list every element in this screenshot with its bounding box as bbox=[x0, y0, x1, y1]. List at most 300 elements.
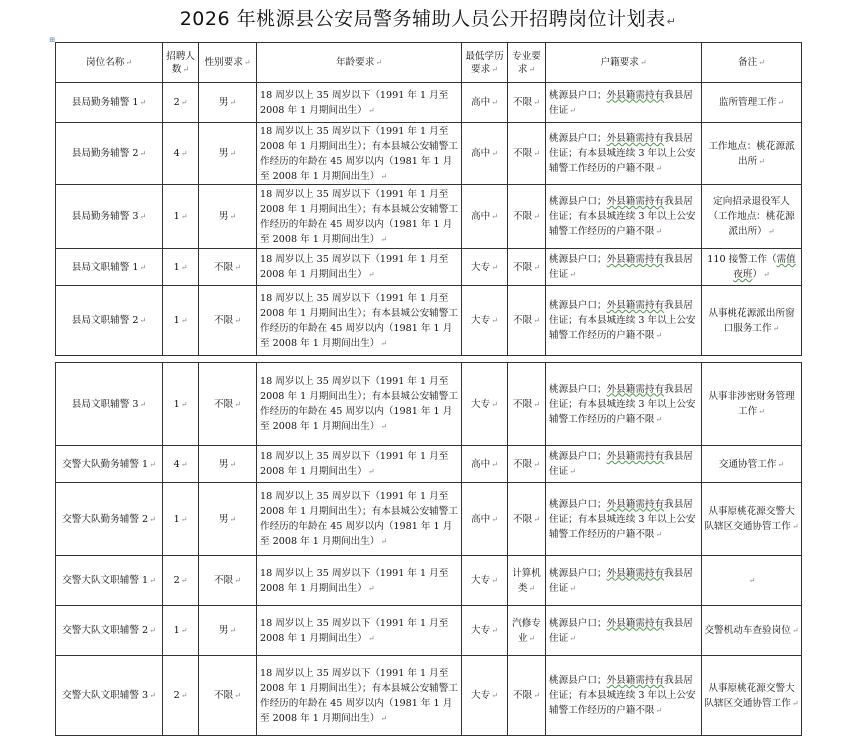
note-cell bbox=[702, 556, 802, 606]
education-cell bbox=[462, 123, 508, 185]
paragraph-mark-icon: ↵ bbox=[491, 64, 498, 74]
paragraph-mark-icon: ↵ bbox=[149, 459, 156, 469]
major-requirement: 计算机类 bbox=[512, 567, 541, 594]
paragraph-mark-icon: ↵ bbox=[491, 626, 498, 635]
gender-requirement: 不限 bbox=[214, 398, 234, 410]
education-requirement: 大专 bbox=[471, 315, 491, 326]
age-requirement: 18 周岁以上 35 周岁以下（1991 年 1 月至 2008 年 1 月期间出生）；有本县城公安辅警工作经历的年龄在 45 周岁以内（1981 年 1 月至 2008 年 1 月期间出生） bbox=[260, 491, 458, 547]
recruit-count: 2 bbox=[173, 97, 180, 108]
age-cell bbox=[257, 286, 462, 356]
note-text-end: ） bbox=[752, 269, 763, 280]
paragraph-mark-icon: ↵ bbox=[125, 58, 133, 67]
hukou-requirement-rest: 我县居住证；有本县城连续 3 年以上公安辅警工作经历的户籍不限 bbox=[549, 300, 696, 341]
paragraph-mark-icon: ↵ bbox=[533, 262, 540, 272]
paragraph-mark-icon: ↵ bbox=[772, 323, 780, 333]
paragraph-mark-icon: ↵ bbox=[491, 514, 498, 524]
paragraph-mark-icon: ↵ bbox=[639, 58, 647, 67]
age-requirement: 18 周岁以上 35 周岁以下（1991 年 1 月至 2008 年 1 月期间出生） bbox=[260, 567, 449, 594]
paragraph-mark-icon: ↵ bbox=[758, 407, 765, 416]
note-cell bbox=[702, 123, 802, 185]
table-row bbox=[56, 286, 802, 356]
age-requirement: 18 周岁以上 35 周岁以下（1991 年 1 月至 2008 年 1 月期间出生） bbox=[260, 617, 449, 644]
note-underlined: 需值夜班 bbox=[733, 254, 796, 280]
paragraph-mark-icon: ↵ bbox=[655, 706, 663, 715]
paragraph-mark-icon: ↵ bbox=[569, 105, 576, 115]
age-cell bbox=[257, 249, 462, 286]
hukou-requirement-rest: 我县居住证；有本县城连续 3 年以上公安辅警工作经历的户籍不限 bbox=[549, 675, 696, 716]
hukou-requirement-rest: 我县居住证 bbox=[549, 451, 693, 477]
note-text: 工作地点：桃花源派出所 bbox=[708, 140, 795, 167]
gender-cell bbox=[199, 83, 257, 123]
age-requirement: 18 周岁以上 35 周岁以下（1991 年 1 月至 2008 年 1 月期间出生）；有本县城公安辅警工作经历的年龄在 45 周岁以内（1981 年 1 月至 2008 年 1 月期间出生） bbox=[260, 376, 458, 432]
major-requirement: 不限 bbox=[513, 97, 533, 108]
education-requirement: 高中 bbox=[471, 148, 491, 159]
paragraph-mark-icon: ↵ bbox=[367, 270, 375, 279]
paragraph-mark-icon: ↵ bbox=[180, 514, 188, 524]
hukou-requirement-rest: 我县居住证 bbox=[549, 617, 693, 644]
paragraph-mark-icon: ↵ bbox=[655, 227, 663, 236]
paragraph-mark-icon: ↵ bbox=[180, 149, 188, 158]
gender-requirement: 不限 bbox=[214, 261, 234, 273]
education-cell bbox=[462, 286, 508, 356]
paragraph-mark-icon: ↵ bbox=[777, 98, 785, 107]
paragraph-mark-icon: ↵ bbox=[491, 459, 498, 469]
column-header-label: 性别要求 bbox=[204, 57, 243, 68]
paragraph-mark-icon: ↵ bbox=[533, 212, 540, 221]
hukou-requirement-rest: 我县居住证 bbox=[549, 89, 693, 116]
position-name: 交警大队勤务辅警 1 bbox=[62, 458, 149, 470]
hukou-requirement: 桃源县户口； bbox=[549, 133, 607, 144]
paragraph-mark-icon: ↵ bbox=[528, 64, 536, 74]
gender-cell bbox=[199, 656, 257, 736]
column-header bbox=[702, 43, 802, 83]
education-cell bbox=[462, 446, 508, 483]
position-name-cell bbox=[56, 83, 163, 123]
paragraph-mark-icon: ↵ bbox=[180, 576, 188, 585]
education-requirement: 大专 bbox=[471, 690, 491, 701]
column-header bbox=[508, 43, 546, 83]
hukou-requirement: 桃源县户口； bbox=[549, 89, 607, 101]
education-requirement: 高中 bbox=[471, 458, 491, 470]
position-name: 县局勤务辅警 2 bbox=[71, 148, 139, 159]
paragraph-mark-icon: ↵ bbox=[180, 98, 188, 107]
note-text: 交通协管工作 bbox=[718, 458, 777, 470]
paragraph-mark-icon: ↵ bbox=[149, 691, 156, 700]
note-cell bbox=[702, 606, 802, 656]
education-requirement: 大专 bbox=[471, 575, 491, 586]
paragraph-mark-icon: ↵ bbox=[380, 338, 388, 348]
note-cell bbox=[702, 446, 802, 483]
education-cell bbox=[462, 606, 508, 656]
education-requirement: 大专 bbox=[471, 261, 491, 273]
hukou-underlined: 外县籍需持有 bbox=[606, 567, 665, 579]
paragraph-mark-icon: ↵ bbox=[380, 537, 388, 546]
education-cell bbox=[462, 185, 508, 249]
note-cell bbox=[702, 185, 802, 249]
note-text: 从事桃花源派出所窗口服务工作 bbox=[708, 307, 795, 334]
recruit-count: 1 bbox=[173, 315, 180, 326]
count-cell bbox=[163, 556, 199, 606]
recruit-count: 4 bbox=[173, 148, 180, 159]
gender-cell bbox=[199, 123, 257, 185]
count-cell bbox=[163, 656, 199, 736]
education-cell bbox=[462, 556, 508, 606]
gender-requirement: 不限 bbox=[214, 575, 234, 586]
note-text: 从事非涉密财务管理工作 bbox=[708, 391, 795, 417]
table-row bbox=[56, 483, 802, 556]
paragraph-mark-icon: ↵ bbox=[491, 262, 498, 272]
gender-requirement: 男 bbox=[218, 625, 229, 636]
recruit-count: 1 bbox=[173, 398, 180, 410]
hukou-requirement: 桃源县户口； bbox=[549, 196, 607, 207]
gender-requirement: 男 bbox=[218, 148, 229, 159]
paragraph-mark-icon: ↵ bbox=[139, 316, 147, 325]
count-cell bbox=[163, 83, 199, 123]
major-cell bbox=[508, 446, 546, 483]
hukou-underlined: 外县籍需持有 bbox=[606, 196, 665, 207]
paragraph-mark-icon: ↵ bbox=[528, 583, 536, 593]
column-header-label: 专业要求 bbox=[512, 50, 541, 75]
hukou-underlined: 外县籍需持有 bbox=[606, 498, 665, 510]
hukou-requirement-rest: 我县居住证；有本县城连续 3 年以上公安辅警工作经历的户籍不限 bbox=[549, 383, 696, 425]
column-header-label: 岗位名称 bbox=[85, 57, 125, 68]
paragraph-mark-icon: ↵ bbox=[180, 316, 188, 325]
hukou-cell bbox=[546, 556, 702, 606]
major-cell bbox=[508, 656, 546, 736]
hukou-underlined: 外县籍需持有 bbox=[606, 89, 665, 101]
major-cell bbox=[508, 556, 546, 606]
age-requirement: 18 周岁以上 35 周岁以下（1991 年 1 月至 2008 年 1 月期间出生） bbox=[260, 89, 449, 116]
gender-requirement: 男 bbox=[218, 513, 229, 525]
count-cell bbox=[163, 249, 199, 286]
paragraph-mark-icon: ↵ bbox=[180, 691, 188, 700]
paragraph-mark-icon: ↵ bbox=[528, 633, 536, 643]
table-row bbox=[56, 83, 802, 123]
major-requirement: 不限 bbox=[513, 513, 533, 525]
paragraph-mark-icon: ↵ bbox=[139, 399, 147, 409]
hukou-requirement: 桃源县户口； bbox=[549, 617, 607, 629]
column-header bbox=[199, 43, 257, 83]
hukou-requirement-rest: 我县居住证 bbox=[549, 567, 693, 594]
age-requirement: 18 周岁以上 35 周岁以下（1991 年 1 月至 2008 年 1 月期间出生）；有本县城公安辅警工作经历的年龄在 45 周岁以内（1981 年 1 月至 2008 年 1 月期间出生） bbox=[260, 125, 458, 182]
column-header-label: 户籍要求 bbox=[600, 57, 639, 68]
column-header bbox=[56, 43, 163, 83]
column-header bbox=[546, 43, 702, 83]
hukou-requirement: 桃源县户口； bbox=[549, 254, 607, 265]
note-cell bbox=[702, 363, 802, 446]
paragraph-mark-icon: ↵ bbox=[180, 262, 188, 272]
education-cell bbox=[462, 483, 508, 556]
age-requirement: 18 周岁以上 35 周岁以下（1991 年 1 月至 2008 年 1 月期间出生）；有本县城公安辅警工作经历的年龄在 45 周岁以内（1981 年 1 月至 2008 年 1 月期间出生） bbox=[260, 188, 458, 245]
paragraph-mark-icon: ↵ bbox=[139, 212, 147, 221]
age-cell bbox=[257, 606, 462, 656]
position-name-cell bbox=[56, 249, 163, 286]
count-cell bbox=[163, 606, 199, 656]
major-requirement: 不限 bbox=[513, 148, 533, 159]
major-cell bbox=[508, 249, 546, 286]
paragraph-mark-icon: ↵ bbox=[655, 331, 663, 340]
hukou-underlined: 外县籍需持有 bbox=[606, 383, 665, 395]
major-cell bbox=[508, 286, 546, 356]
major-requirement: 不限 bbox=[513, 261, 533, 273]
position-name: 县局文职辅警 3 bbox=[71, 398, 139, 410]
paragraph-mark-icon: ↵ bbox=[139, 98, 147, 107]
paragraph-mark-icon: ↵ bbox=[491, 576, 498, 585]
recruit-count: 1 bbox=[173, 211, 180, 222]
paragraph-mark-icon: ↵ bbox=[491, 399, 498, 409]
hukou-cell bbox=[546, 286, 702, 356]
paragraph-mark-icon: ↵ bbox=[182, 64, 190, 74]
major-cell bbox=[508, 363, 546, 446]
hukou-requirement-rest: 我县居住证；有本县城连续 3 年以上公安辅警工作经历的户籍不限 bbox=[549, 196, 696, 237]
count-cell bbox=[163, 363, 199, 446]
education-requirement: 高中 bbox=[471, 97, 491, 108]
age-requirement: 18 周岁以上 35 周岁以下（1991 年 1 月至 2008 年 1 月期间出生） bbox=[260, 254, 449, 280]
table-row bbox=[56, 606, 802, 656]
age-requirement: 18 周岁以上 35 周岁以下（1991 年 1 月至 2008 年 1 月期间出生）；有本县城公安辅警工作经历的年龄在 45 周岁以内（1981 年 1 月至 2008 年 1 月期间出生） bbox=[260, 292, 458, 349]
paragraph-mark-icon: ↵ bbox=[655, 529, 663, 539]
gender-cell bbox=[199, 483, 257, 556]
hukou-cell bbox=[546, 606, 702, 656]
count-cell bbox=[163, 446, 199, 483]
paragraph-mark-icon: ↵ bbox=[533, 98, 540, 107]
paragraph-mark-icon: ↵ bbox=[229, 514, 237, 524]
paragraph-mark-icon: ↵ bbox=[139, 149, 147, 158]
paragraph-mark-icon: ↵ bbox=[375, 58, 383, 67]
paragraph-mark-icon: ↵ bbox=[533, 399, 540, 409]
position-name: 县局文职辅警 2 bbox=[71, 315, 139, 326]
major-requirement: 不限 bbox=[513, 690, 533, 701]
major-cell bbox=[508, 83, 546, 123]
position-name: 县局勤务辅警 3 bbox=[71, 211, 139, 222]
hukou-requirement: 桃源县户口； bbox=[549, 300, 607, 311]
table-row bbox=[56, 123, 802, 185]
position-name: 县局文职辅警 1 bbox=[71, 261, 139, 273]
hukou-underlined: 外县籍需持有 bbox=[606, 254, 665, 265]
major-cell bbox=[508, 606, 546, 656]
age-cell bbox=[257, 656, 462, 736]
table-row bbox=[56, 185, 802, 249]
hukou-underlined: 外县籍需持有 bbox=[606, 133, 665, 144]
paragraph-mark-icon: ↵ bbox=[367, 583, 375, 593]
note-cell bbox=[702, 656, 802, 736]
table-anchor-icon: ⊞ bbox=[49, 36, 55, 44]
paragraph-mark-icon: ↵ bbox=[380, 171, 388, 181]
education-requirement: 大专 bbox=[471, 625, 491, 636]
paragraph-mark-icon: ↵ bbox=[758, 156, 765, 166]
hukou-cell bbox=[546, 446, 702, 483]
paragraph-mark-icon: ↵ bbox=[533, 149, 540, 158]
page-title: 2026 年桃源县公安局警务辅助人员公开招聘岗位计划表↵ bbox=[179, 8, 677, 30]
education-requirement: 高中 bbox=[471, 513, 491, 525]
hukou-requirement-rest: 我县居住证；有本县城连续 3 年以上公安辅警工作经历的户籍不限 bbox=[549, 133, 696, 174]
recruit-count: 1 bbox=[173, 513, 180, 525]
paragraph-mark-icon: ↵ bbox=[149, 576, 156, 585]
paragraph-mark-icon: ↵ bbox=[139, 262, 147, 272]
table-row bbox=[56, 446, 802, 483]
gender-cell bbox=[199, 363, 257, 446]
hukou-underlined: 外县籍需持有 bbox=[606, 675, 665, 686]
column-header bbox=[163, 43, 199, 83]
paragraph-mark-icon: ↵ bbox=[491, 98, 498, 107]
count-cell bbox=[163, 286, 199, 356]
paragraph-mark-icon: ↵ bbox=[748, 576, 756, 585]
note-text: 110 接警工作（ bbox=[707, 254, 777, 265]
paragraph-mark-icon: ↵ bbox=[533, 316, 540, 325]
paragraph-mark-icon: ↵ bbox=[533, 459, 540, 469]
paragraph-mark-icon: ↵ bbox=[491, 212, 498, 221]
count-cell bbox=[163, 123, 199, 185]
paragraph-mark-icon: ↵ bbox=[234, 399, 241, 409]
education-cell bbox=[462, 249, 508, 286]
major-cell bbox=[508, 185, 546, 249]
hukou-cell bbox=[546, 123, 702, 185]
paragraph-mark-icon: ↵ bbox=[569, 270, 576, 279]
hukou-cell bbox=[546, 185, 702, 249]
hukou-requirement-rest: 我县居住证 bbox=[549, 254, 693, 280]
table-row bbox=[56, 556, 802, 606]
position-name-cell bbox=[56, 446, 163, 483]
major-requirement: 不限 bbox=[513, 458, 533, 470]
paragraph-mark-icon: ↵ bbox=[491, 149, 498, 158]
recruit-count: 1 bbox=[173, 625, 180, 636]
paragraph-mark-icon: ↵ bbox=[777, 459, 785, 469]
paragraph-mark-icon: ↵ bbox=[791, 626, 799, 635]
gender-requirement: 男 bbox=[218, 458, 229, 470]
paragraph-mark-icon: ↵ bbox=[180, 399, 188, 409]
gender-cell bbox=[199, 606, 257, 656]
note-text: 监所管理工作 bbox=[718, 97, 777, 108]
paragraph-mark-icon: ↵ bbox=[180, 212, 188, 221]
position-name-cell bbox=[56, 363, 163, 446]
count-cell bbox=[163, 185, 199, 249]
education-cell bbox=[462, 363, 508, 446]
column-header bbox=[462, 43, 508, 83]
hukou-requirement-rest: 我县居住证；有本县城连续 3 年以上公安辅警工作经历的户籍不限 bbox=[549, 498, 696, 540]
age-cell bbox=[257, 446, 462, 483]
paragraph-mark-icon: ↵ bbox=[367, 105, 375, 115]
position-name-cell bbox=[56, 185, 163, 249]
paragraph-mark-icon: ↵ bbox=[763, 270, 770, 279]
paragraph-mark-icon: ↵ bbox=[234, 576, 241, 585]
job-table-part-1 bbox=[55, 42, 802, 356]
education-cell bbox=[462, 83, 508, 123]
paragraph-mark-icon: ↵ bbox=[243, 58, 251, 67]
major-requirement: 不限 bbox=[513, 211, 533, 222]
age-cell bbox=[257, 363, 462, 446]
age-cell bbox=[257, 123, 462, 185]
hukou-cell bbox=[546, 656, 702, 736]
hukou-requirement: 桃源县户口； bbox=[549, 383, 607, 395]
paragraph-mark-icon: ↵ bbox=[655, 414, 663, 424]
paragraph-mark-icon: ↵ bbox=[229, 212, 237, 221]
hukou-underlined: 外县籍需持有 bbox=[606, 617, 665, 629]
hukou-cell bbox=[546, 249, 702, 286]
job-table-part-2 bbox=[55, 362, 802, 736]
position-name: 交警大队文职辅警 3 bbox=[62, 690, 149, 701]
note-text: 交警机动车查验岗位 bbox=[704, 625, 791, 636]
header-row bbox=[56, 43, 802, 83]
note-cell bbox=[702, 83, 802, 123]
paragraph-mark-icon: ↵ bbox=[180, 626, 188, 635]
paragraph-mark-icon: ↵ bbox=[234, 262, 241, 272]
gender-cell bbox=[199, 185, 257, 249]
position-name: 交警大队勤务辅警 2 bbox=[62, 513, 149, 525]
gender-cell bbox=[199, 249, 257, 286]
position-name: 交警大队文职辅警 1 bbox=[62, 575, 149, 586]
hukou-requirement: 桃源县户口； bbox=[549, 675, 607, 686]
major-cell bbox=[508, 483, 546, 556]
gender-requirement: 不限 bbox=[214, 690, 234, 701]
paragraph-mark-icon: ↵ bbox=[367, 633, 375, 643]
age-cell bbox=[257, 556, 462, 606]
age-requirement: 18 周岁以上 35 周岁以下（1991 年 1 月至 2008 年 1 月期间出生）；有本县城公安辅警工作经历的年龄在 45 周岁以内（1981 年 1 月至 2008 年 1 月期间出生） bbox=[260, 667, 458, 724]
recruit-count: 2 bbox=[173, 575, 180, 586]
column-header-label: 招聘人数 bbox=[166, 50, 195, 75]
column-header-label: 备注 bbox=[738, 57, 758, 68]
hukou-requirement: 桃源县户口； bbox=[549, 451, 607, 462]
paragraph-mark-icon: ↵ bbox=[229, 98, 237, 107]
count-cell bbox=[163, 483, 199, 556]
education-cell bbox=[462, 656, 508, 736]
table-row bbox=[56, 656, 802, 736]
table-row bbox=[56, 363, 802, 446]
position-name-cell bbox=[56, 606, 163, 656]
note-cell bbox=[702, 483, 802, 556]
note-cell bbox=[702, 286, 802, 356]
note-text: 从事原桃花源交警大队辖区交通协管工作 bbox=[704, 506, 795, 532]
hukou-cell bbox=[546, 483, 702, 556]
position-name: 县局勤务辅警 1 bbox=[71, 97, 139, 108]
paragraph-mark-icon: ↵ bbox=[791, 522, 799, 531]
paragraph-mark-icon: ↵ bbox=[533, 514, 540, 524]
education-requirement: 大专 bbox=[471, 398, 491, 410]
hukou-underlined: 外县籍需持有 bbox=[606, 451, 665, 462]
recruit-count: 2 bbox=[173, 690, 180, 701]
recruit-count: 1 bbox=[173, 261, 180, 273]
paragraph-mark-icon: ↵ bbox=[758, 58, 765, 67]
position-name-cell bbox=[56, 286, 163, 356]
paragraph-mark-icon: ↵ bbox=[234, 691, 241, 700]
paragraph-mark-icon: ↵ bbox=[569, 583, 576, 593]
paragraph-mark-icon: ↵ bbox=[367, 467, 375, 476]
major-requirement: 汽修专业 bbox=[512, 617, 541, 644]
gender-cell bbox=[199, 446, 257, 483]
education-requirement: 高中 bbox=[471, 211, 491, 222]
paragraph-mark-icon: ↵ bbox=[655, 164, 663, 173]
age-cell bbox=[257, 483, 462, 556]
gender-requirement: 男 bbox=[218, 97, 229, 108]
age-cell bbox=[257, 185, 462, 249]
paragraph-mark-icon: ↵ bbox=[533, 691, 540, 700]
note-text: 从事原桃花源交警大队辖区交通协管工作 bbox=[704, 682, 795, 709]
paragraph-mark-icon: ↵ bbox=[767, 227, 775, 236]
position-name-cell bbox=[56, 556, 163, 606]
hukou-underlined: 外县籍需持有 bbox=[606, 300, 665, 311]
column-header bbox=[257, 43, 462, 83]
hukou-cell bbox=[546, 83, 702, 123]
paragraph-mark-icon: ↵ bbox=[229, 149, 237, 158]
paragraph-mark-icon: ↵ bbox=[149, 626, 156, 635]
major-cell bbox=[508, 123, 546, 185]
gender-cell bbox=[199, 556, 257, 606]
age-cell bbox=[257, 83, 462, 123]
hukou-requirement: 桃源县户口； bbox=[549, 498, 607, 510]
paragraph-mark-icon: ↵ bbox=[791, 698, 799, 708]
paragraph-mark-icon: ↵ bbox=[380, 234, 388, 244]
column-header-label: 最低学历要求 bbox=[465, 50, 504, 75]
gender-requirement: 不限 bbox=[214, 315, 234, 326]
